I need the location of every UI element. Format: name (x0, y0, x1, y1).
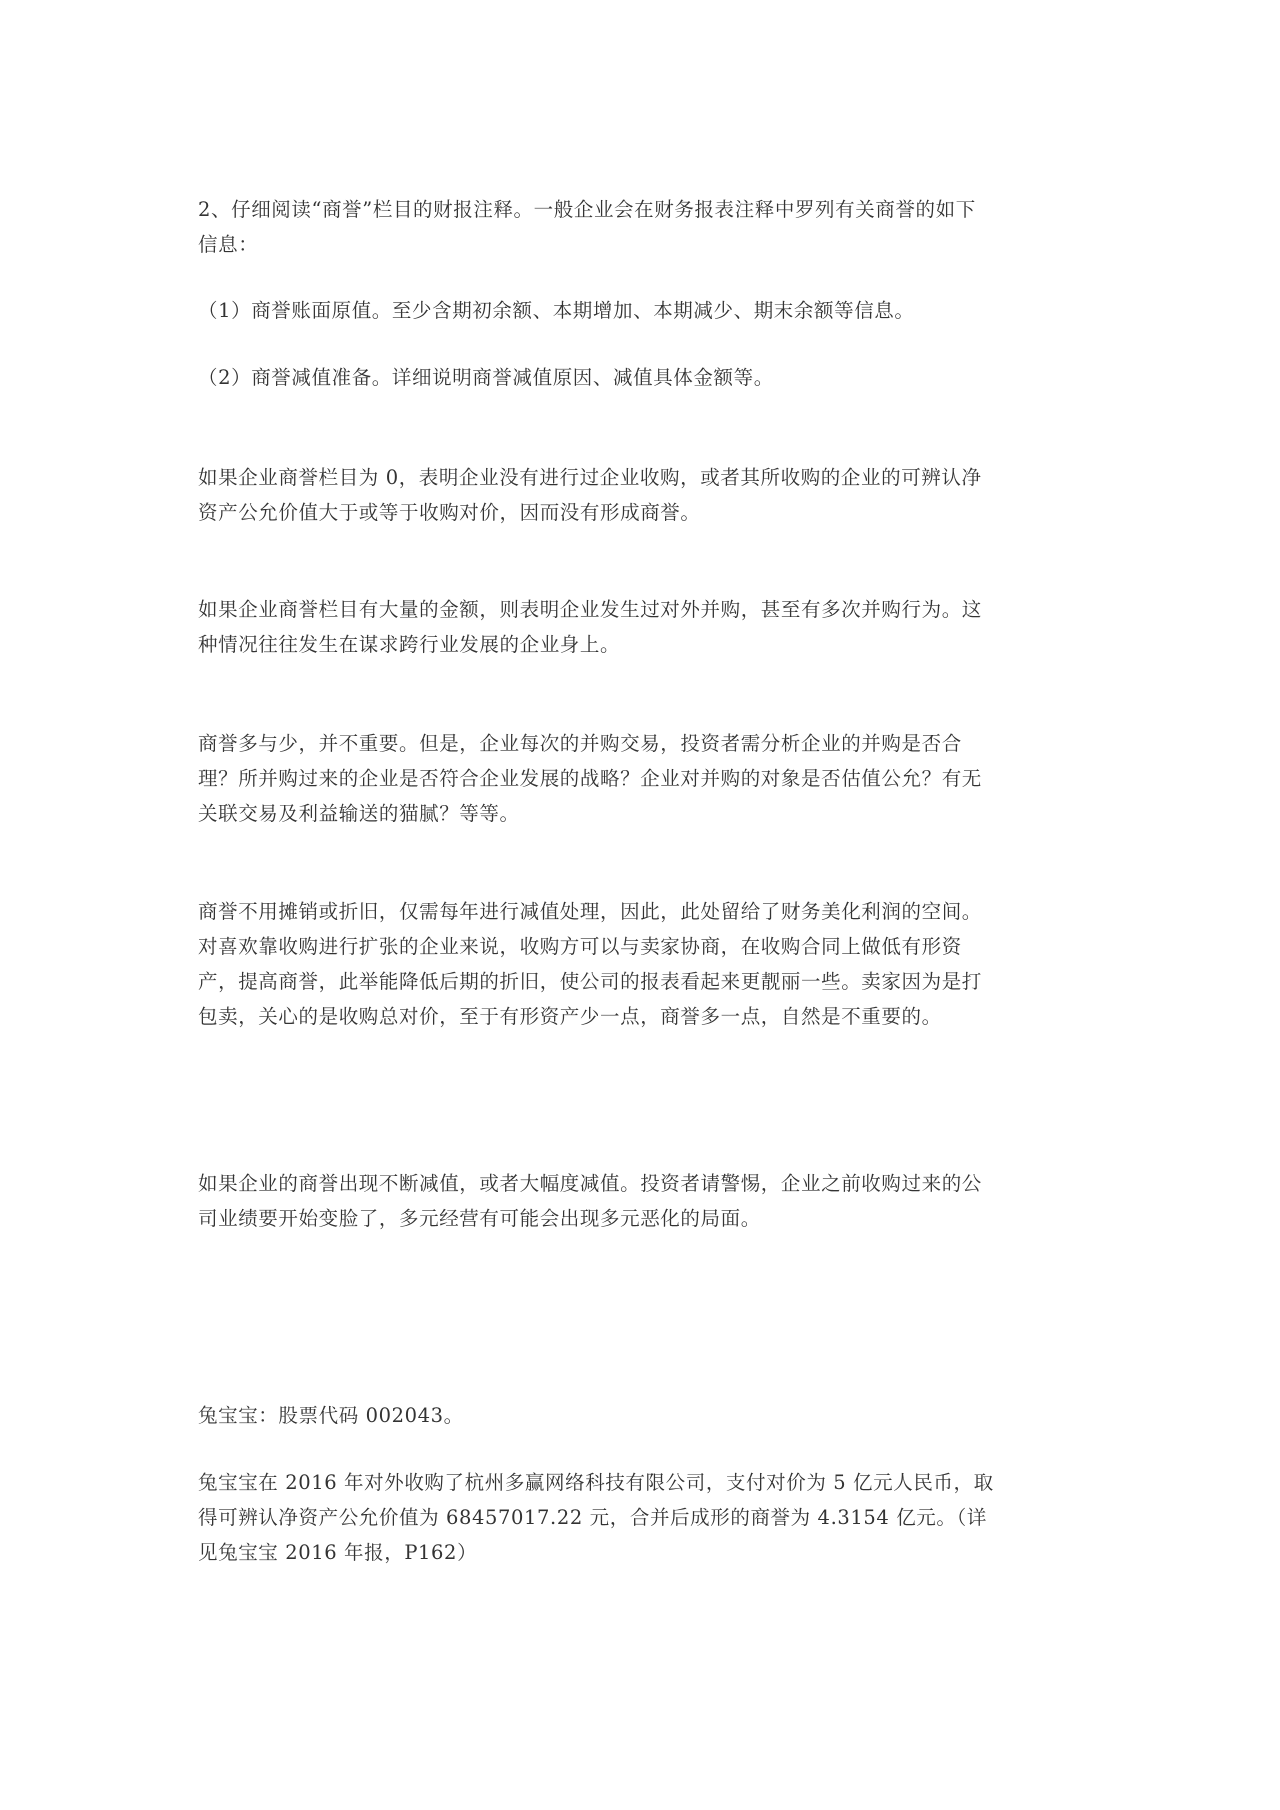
paragraph-item-1 (198, 293, 1098, 328)
paragraph-goodwill-notes-intro (198, 192, 1098, 262)
text-line: 对喜欢靠收购进行扩张的企业来说，收购方可以与卖家协商，在收购合同上做低有形资 (198, 935, 962, 958)
paragraph-goodwill-amount (198, 726, 1098, 831)
paragraph-tubaobao-acquisition (198, 1465, 1098, 1570)
text-line: 理？所并购过来的企业是否符合企业发展的战略？企业对并购的对象是否估值公允？有无 (198, 767, 982, 790)
text-line: 商誉多与少，并不重要。但是，企业每次的并购交易，投资者需分析企业的并购是否合 (198, 732, 962, 755)
text-line: 信息： (198, 233, 259, 256)
text-line: 司业绩要开始变脸了，多元经营有可能会出现多元恶化的局面。 (198, 1207, 761, 1230)
text-line: 关联交易及利益输送的猫腻？等等。 (198, 802, 520, 825)
paragraph-impairment-warning (198, 1166, 1098, 1236)
text-line: 种情况往往发生在谋求跨行业发展的企业身上。 (198, 633, 621, 656)
text-line: 如果企业商誉栏目有大量的金额，则表明企业发生过对外并购，甚至有多次并购行为。这 (198, 598, 982, 621)
text-line: 商誉不用摊销或折旧，仅需每年进行减值处理，因此，此处留给了财务美化利润的空间。 (198, 900, 982, 923)
text-line: 如果企业商誉栏目为 0，表明企业没有进行过企业收购，或者其所收购的企业的可辨认净 (198, 466, 982, 489)
text-line: 兔宝宝在 2016 年对外收购了杭州多赢网络科技有限公司，支付对价为 5 亿元人民币，取 (198, 1471, 994, 1494)
paragraph-tubaobao-code (198, 1398, 1098, 1433)
text-line: 如果企业的商誉出现不断减值，或者大幅度减值。投资者请警惕，企业之前收购过来的公 (198, 1172, 982, 1195)
paragraph-large-goodwill (198, 592, 1098, 662)
paragraph-no-amortization (198, 894, 1098, 1034)
text-line: （1）商誉账面原值。至少含期初余额、本期增加、本期减少、期末余额等信息。 (198, 299, 915, 322)
text-line: 产，提高商誉，此举能降低后期的折旧，使公司的报表看起来更靓丽一些。卖家因为是打 (198, 970, 982, 993)
paragraph-item-2 (198, 360, 1098, 395)
text-line: 2、仔细阅读“商誉”栏目的财报注释。一般企业会在财务报表注释中罗列有关商誉的如下 (198, 198, 976, 221)
text-line: （2）商誉减值准备。详细说明商誉减值原因、减值具体金额等。 (198, 366, 774, 389)
text-line: 得可辨认净资产公允价值为 68457017.22 元，合并后成形的商誉为 4.3154 亿元。（详 (198, 1506, 987, 1529)
text-line: 包卖，关心的是收购总对价，至于有形资产少一点，商誉多一点，自然是不重要的。 (198, 1005, 942, 1028)
text-line: 资产公允价值大于或等于收购对价，因而没有形成商誉。 (198, 501, 701, 524)
paragraph-zero-goodwill (198, 460, 1098, 530)
text-line: 见兔宝宝 2016 年报，P162） (198, 1541, 478, 1564)
text-line: 兔宝宝：股票代码 002043。 (198, 1404, 464, 1427)
